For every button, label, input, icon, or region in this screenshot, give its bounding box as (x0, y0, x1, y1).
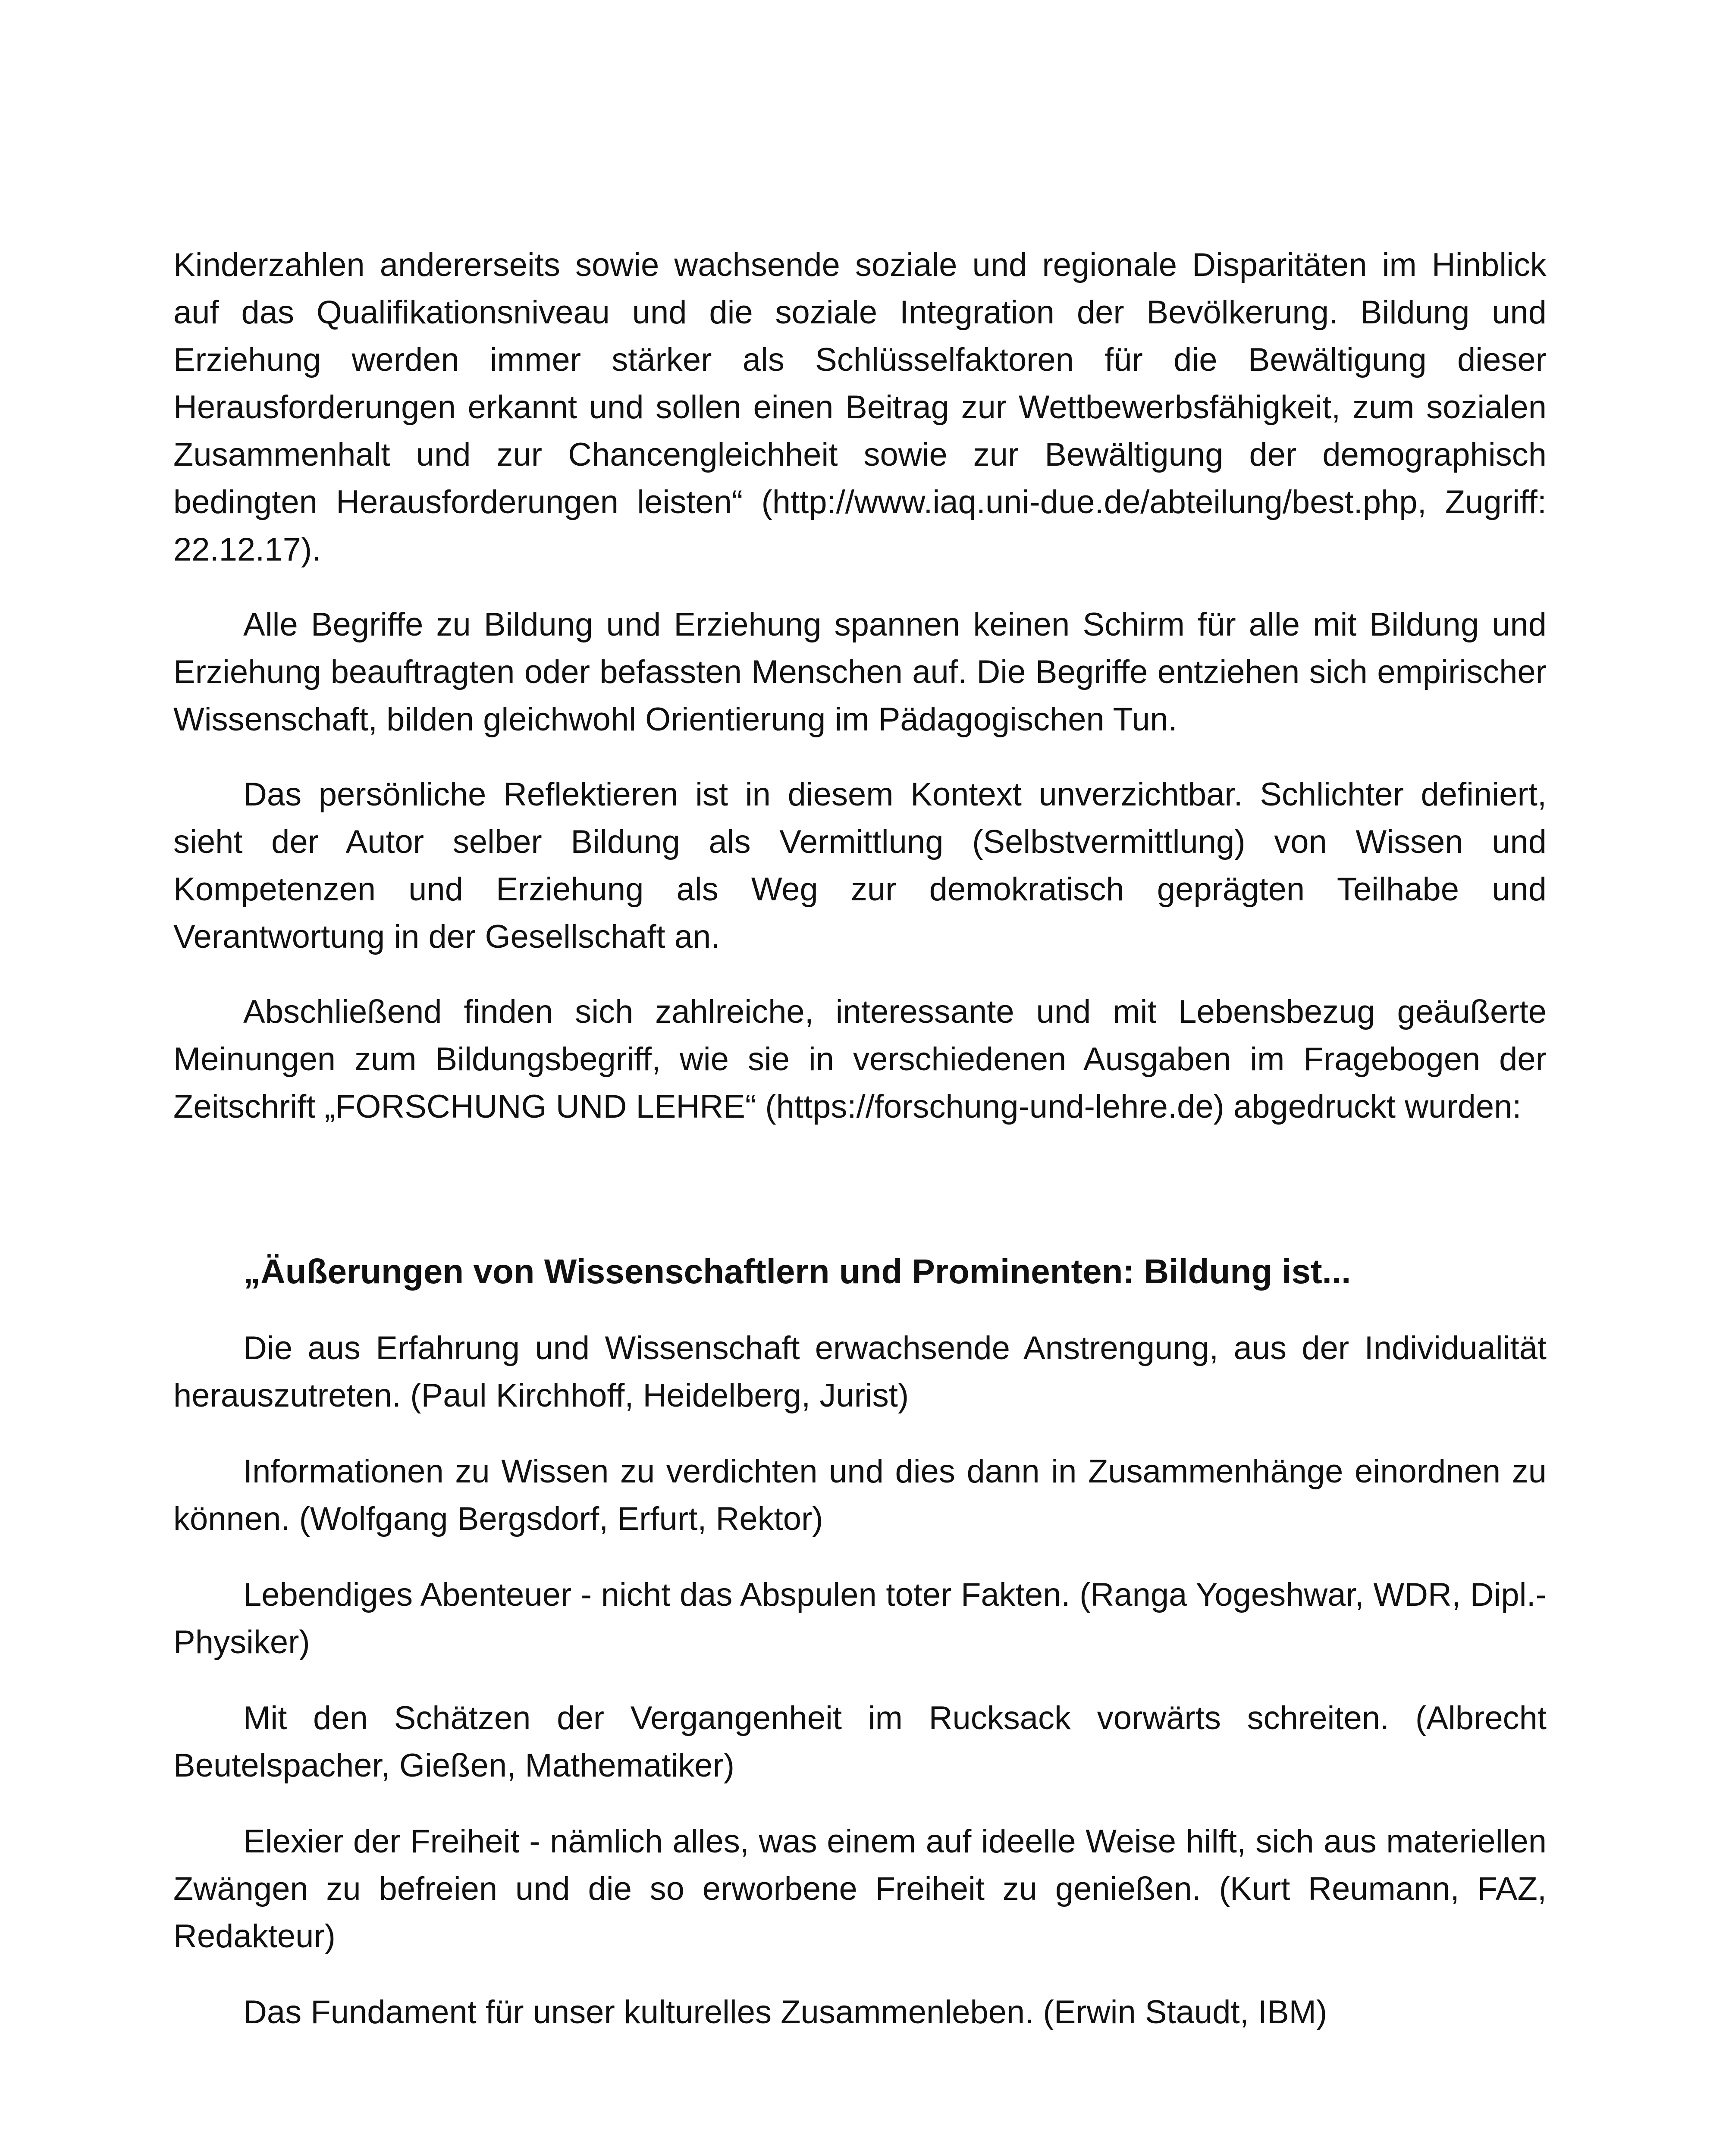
body-paragraph: Alle Begriffe zu Bildung und Erziehung spannen keinen Schirm für alle mit Bildung und Erziehung beauftragten oder befassten Menschen auf. Die Begriffe entziehen sich empirischer Wissenschaft, bilden gleichwohl Orientierung im Pädagogischen Tun. (173, 606, 1547, 738)
body-paragraph: Abschließend finden sich zahlreiche, interessante und mit Lebensbezug geäußerte Meinungen zum Bildungsbegriff, wie sie in verschiedenen Ausgaben im Fragebogen der Zeitschrift „FORSCHUNG UND LEHRE“ (https://forschung-und-lehre.de) abgedruckt wurden: (173, 993, 1547, 1125)
section-heading: „Äußerungen von Wissenschaftlern und Prominenten: Bildung ist... (243, 1252, 1351, 1291)
body-paragraph: Das persönliche Reflektieren ist in diesem Kontext unverzichtbar. Schlichter definiert, sieht der Autor selber Bildung als Vermittlung (Selbstvermittlung) von Wissen und Kompetenzen und Erziehung als Weg zur demokratisch geprägten Teilhabe und Verantwortung in der Gesellschaft an. (173, 776, 1547, 955)
quote-paragraph: Die aus Erfahrung und Wissenschaft erwachsende Anstrengung, aus der Individualität herauszutreten. (Paul Kirchhoff, Heidelberg, Jurist) (173, 1330, 1547, 1414)
quote-paragraph: Lebendiges Abenteuer - nicht das Abspulen toter Fakten. (Ranga Yogeshwar, WDR, Dipl.-Physiker) (173, 1576, 1547, 1661)
quote-paragraph: Informationen zu Wissen zu verdichten und dies dann in Zusammenhänge einordnen zu können. (Wolfgang Bergsdorf, Erfurt, Rektor) (173, 1453, 1547, 1537)
quote-paragraph: Mit den Schätzen der Vergangenheit im Rucksack vorwärts schreiten. (Albrecht Beutelspacher, Gießen, Mathematiker) (173, 1700, 1547, 1784)
page-content (173, 241, 1547, 2065)
quote-paragraph: Elexier der Freiheit - nämlich alles, was einem auf ideelle Weise hilft, sich aus materiellen Zwängen zu befreien und die so erworbene Freiheit zu genießen. (Kurt Reumann, FAZ, Redakteur) (173, 1823, 1547, 1955)
body-paragraph: Kinderzahlen andererseits sowie wachsende soziale und regionale Disparitäten im Hinblick auf das Qualifikationsniveau und die soziale Integration der Bevölkerung. Bildung und Erziehung werden immer stärker als Schlüsselfaktoren für die Bewältigung dieser Herausforderungen erkannt und sollen einen Beitrag zur Wettbewerbsfähigkeit, zum sozialen Zusammenhalt und zur Chancengleichheit sowie zur Bewältigung der demographisch bedingten Herausforderungen leisten“ (http://www.iaq.uni-due.de/abteilung/best.php, Zugriff: 22.12.17). (173, 247, 1547, 568)
quote-paragraph: Das Fundament für unser kulturelles Zusammenleben. (Erwin Staudt, IBM) (243, 1994, 1327, 2031)
